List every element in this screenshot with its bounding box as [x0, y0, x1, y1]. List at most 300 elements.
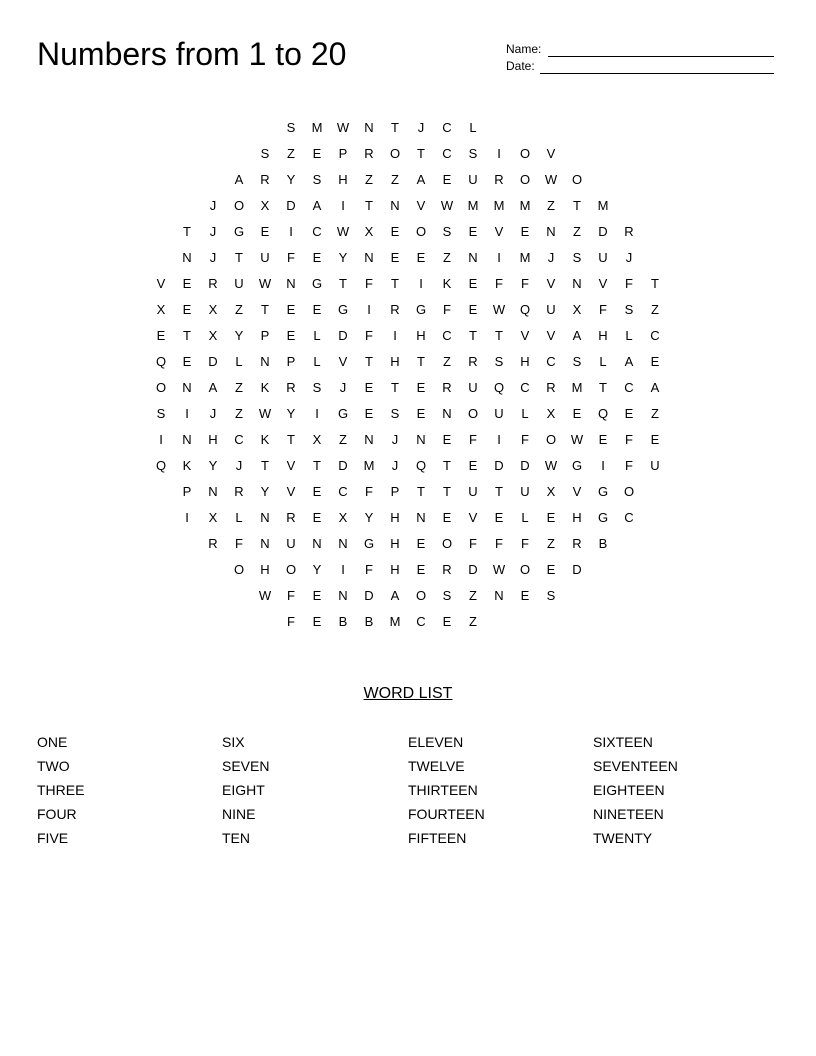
grid-letter: T: [495, 328, 503, 343]
grid-letter: I: [367, 302, 371, 317]
grid-letter: E: [364, 380, 374, 395]
grid-letter: H: [208, 432, 218, 447]
grid-letter: N: [182, 432, 192, 447]
grid-letter: I: [497, 146, 501, 161]
grid-letter: E: [390, 224, 400, 239]
grid-letter: E: [598, 432, 608, 447]
grid-letter: Z: [235, 406, 243, 421]
grid-letter: E: [416, 380, 426, 395]
grid-letter: E: [364, 406, 374, 421]
grid-letter: H: [416, 328, 426, 343]
grid-letter: E: [312, 302, 322, 317]
grid-letter: F: [365, 328, 373, 343]
grid-letter: V: [572, 484, 582, 499]
grid-letter: Q: [519, 302, 531, 317]
grid-letter: E: [546, 562, 556, 577]
grid-letter: N: [260, 354, 270, 369]
word-list-item: NINETEEN: [593, 806, 664, 822]
grid-letter: U: [234, 276, 244, 291]
grid-letter: I: [185, 510, 189, 525]
grid-letter: I: [497, 432, 501, 447]
word-list-item: SIX: [222, 734, 245, 750]
grid-letter: E: [442, 510, 452, 525]
grid-letter: L: [625, 328, 633, 343]
grid-letter: S: [260, 146, 270, 161]
grid-letter: A: [312, 198, 322, 213]
grid-letter: E: [494, 510, 504, 525]
grid-letter: X: [338, 510, 348, 525]
grid-letter: X: [546, 484, 556, 499]
grid-letter: U: [494, 406, 504, 421]
grid-letter: U: [260, 250, 270, 265]
grid-letter: X: [208, 510, 218, 525]
grid-letter: N: [182, 250, 192, 265]
word-list-item: TEN: [222, 830, 250, 846]
grid-letter: F: [443, 302, 451, 317]
word-list-column: [37, 730, 84, 850]
grid-letter: T: [235, 250, 243, 265]
grid-letter: E: [416, 562, 426, 577]
grid-letter: S: [624, 302, 634, 317]
grid-letter: F: [287, 588, 295, 603]
grid-letter: Q: [155, 458, 167, 473]
word-list-item: SEVENTEEN: [593, 758, 678, 774]
grid-letter: G: [415, 302, 427, 317]
grid-letter: T: [183, 328, 191, 343]
grid-letter: W: [258, 406, 272, 421]
grid-letter: S: [156, 406, 166, 421]
grid-letter: A: [572, 328, 582, 343]
grid-letter: T: [417, 484, 425, 499]
grid-letter: E: [416, 536, 426, 551]
grid-letter: F: [287, 250, 295, 265]
grid-letter: Z: [469, 614, 477, 629]
grid-letter: V: [520, 328, 530, 343]
grid-letter: P: [182, 484, 192, 499]
grid-letter: I: [315, 406, 319, 421]
grid-letter: B: [364, 614, 374, 629]
grid-letter: N: [260, 510, 270, 525]
grid-letter: O: [571, 172, 583, 187]
grid-letter: F: [365, 484, 373, 499]
grid-letter: P: [260, 328, 270, 343]
grid-letter: J: [391, 432, 399, 447]
grid-letter: W: [336, 120, 350, 135]
grid-letter: L: [235, 510, 243, 525]
grid-letter: E: [468, 276, 478, 291]
grid-letter: C: [650, 328, 660, 343]
grid-letter: T: [443, 484, 451, 499]
word-list-column: [593, 730, 678, 850]
grid-letter: U: [468, 484, 478, 499]
grid-letter: T: [573, 198, 581, 213]
grid-letter: E: [286, 328, 296, 343]
grid-letter: V: [494, 224, 504, 239]
grid-letter: O: [519, 146, 531, 161]
grid-letter: T: [391, 120, 399, 135]
grid-letter: H: [390, 536, 400, 551]
grid-letter: J: [339, 380, 347, 395]
grid-letter: H: [572, 510, 582, 525]
grid-letter: J: [625, 250, 633, 265]
grid-letter: F: [365, 276, 373, 291]
word-list-item: EIGHT: [222, 782, 265, 798]
grid-letter: O: [623, 484, 635, 499]
grid-letter: W: [440, 198, 454, 213]
grid-letter: J: [547, 250, 555, 265]
grid-letter: Y: [260, 484, 270, 499]
grid-letter: G: [337, 406, 349, 421]
grid-letter: X: [260, 198, 270, 213]
grid-letter: R: [260, 172, 270, 187]
grid-letter: O: [415, 224, 427, 239]
grid-letter: M: [389, 614, 401, 629]
grid-letter: G: [311, 276, 323, 291]
grid-letter: L: [521, 406, 529, 421]
grid-letter: E: [182, 276, 192, 291]
grid-letter: H: [338, 172, 348, 187]
word-list-item: EIGHTEEN: [593, 782, 665, 798]
grid-letter: M: [493, 198, 505, 213]
grid-letter: I: [393, 328, 397, 343]
grid-letter: J: [209, 198, 217, 213]
grid-letter: N: [442, 406, 452, 421]
grid-letter: Z: [573, 224, 581, 239]
grid-letter: D: [286, 198, 296, 213]
grid-letter: C: [624, 380, 634, 395]
grid-letter: E: [286, 302, 296, 317]
word-list-item: ELEVEN: [408, 734, 464, 750]
grid-letter: X: [156, 302, 166, 317]
grid-letter: Y: [234, 328, 244, 343]
grid-letter: N: [364, 120, 374, 135]
grid-letter: N: [390, 198, 400, 213]
grid-letter: F: [235, 536, 243, 551]
grid-letter: U: [468, 380, 478, 395]
grid-letter: L: [521, 510, 529, 525]
grid-letter: R: [546, 380, 556, 395]
grid-letter: N: [286, 276, 296, 291]
grid-letter: Q: [597, 406, 609, 421]
grid-letter: O: [519, 562, 531, 577]
grid-letter: I: [601, 458, 605, 473]
grid-letter: D: [598, 224, 608, 239]
grid-letter: W: [336, 224, 350, 239]
grid-letter: H: [598, 328, 608, 343]
word-list-item: FOURTEEN: [408, 806, 485, 822]
grid-letter: Z: [339, 432, 347, 447]
grid-letter: W: [258, 276, 272, 291]
grid-letter: Z: [235, 380, 243, 395]
grid-letter: T: [391, 380, 399, 395]
grid-letter: R: [572, 536, 582, 551]
word-list-item: FOUR: [37, 806, 77, 822]
grid-letter: S: [442, 224, 452, 239]
grid-letter: N: [312, 536, 322, 551]
grid-letter: E: [442, 172, 452, 187]
grid-letter: S: [390, 406, 400, 421]
grid-letter: F: [521, 276, 529, 291]
grid-letter: Z: [547, 536, 555, 551]
grid-letter: F: [495, 276, 503, 291]
grid-letter: V: [468, 510, 478, 525]
grid-letter: F: [469, 432, 477, 447]
grid-letter: I: [289, 224, 293, 239]
grid-letter: T: [339, 276, 347, 291]
grid-letter: X: [208, 302, 218, 317]
grid-letter: V: [598, 276, 608, 291]
grid-letter: X: [364, 224, 374, 239]
grid-letter: E: [260, 224, 270, 239]
grid-letter: C: [416, 614, 426, 629]
grid-letter: A: [208, 380, 218, 395]
grid-letter: V: [338, 354, 348, 369]
grid-letter: S: [494, 354, 504, 369]
grid-letter: C: [312, 224, 322, 239]
grid-letter: Z: [651, 302, 659, 317]
grid-letter: O: [519, 172, 531, 187]
grid-letter: Y: [364, 510, 374, 525]
grid-letter: M: [467, 198, 479, 213]
grid-letter: R: [390, 302, 400, 317]
grid-letter: V: [546, 276, 556, 291]
word-list-item: SEVEN: [222, 758, 270, 774]
grid-letter: R: [442, 380, 452, 395]
grid-letter: H: [390, 354, 400, 369]
grid-letter: E: [156, 328, 166, 343]
grid-letter: Q: [415, 458, 427, 473]
grid-letter: F: [469, 536, 477, 551]
grid-letter: T: [417, 146, 425, 161]
grid-letter: I: [341, 198, 345, 213]
grid-letter: S: [312, 380, 322, 395]
grid-letter: T: [651, 276, 659, 291]
grid-letter: F: [625, 432, 633, 447]
word-list-item: FIFTEEN: [408, 830, 467, 846]
grid-letter: F: [599, 302, 607, 317]
grid-letter: N: [182, 380, 192, 395]
grid-letter: N: [208, 484, 218, 499]
grid-letter: Z: [443, 354, 451, 369]
grid-letter: E: [182, 354, 192, 369]
grid-letter: U: [598, 250, 608, 265]
date-label: Date:: [506, 59, 535, 73]
grid-letter: U: [468, 172, 478, 187]
grid-letter: S: [286, 120, 296, 135]
grid-letter: Z: [547, 198, 555, 213]
grid-letter: T: [365, 354, 373, 369]
grid-letter: T: [599, 380, 607, 395]
word-list-item: TWO: [37, 758, 70, 774]
grid-letter: S: [442, 588, 452, 603]
grid-letter: O: [441, 536, 453, 551]
grid-letter: M: [597, 198, 609, 213]
page-title: Numbers from 1 to 20: [37, 36, 347, 72]
grid-letter: Y: [286, 406, 296, 421]
grid-letter: E: [520, 224, 530, 239]
grid-letter: V: [546, 146, 556, 161]
grid-letter: O: [155, 380, 167, 395]
grid-letter: F: [521, 432, 529, 447]
grid-letter: N: [338, 588, 348, 603]
grid-letter: O: [467, 406, 479, 421]
grid-letter: T: [391, 276, 399, 291]
grid-letter: N: [416, 432, 426, 447]
grid-letter: A: [650, 380, 660, 395]
grid-letter: T: [261, 302, 269, 317]
grid-letter: Z: [651, 406, 659, 421]
grid-letter: F: [625, 276, 633, 291]
grid-letter: Y: [338, 250, 348, 265]
grid-letter: S: [572, 354, 582, 369]
grid-letter: T: [183, 224, 191, 239]
grid-letter: D: [338, 328, 348, 343]
grid-letter: D: [494, 458, 504, 473]
grid-letter: R: [234, 484, 244, 499]
word-list-item: FIVE: [37, 830, 69, 846]
grid-letter: E: [416, 250, 426, 265]
grid-letter: H: [390, 510, 400, 525]
grid-letter: J: [391, 458, 399, 473]
grid-letter: G: [597, 510, 609, 525]
grid-letter: P: [390, 484, 400, 499]
grid-letter: S: [312, 172, 322, 187]
grid-letter: U: [546, 302, 556, 317]
grid-letter: C: [624, 510, 634, 525]
grid-letter: E: [312, 510, 322, 525]
grid-letter: L: [313, 354, 321, 369]
grid-letter: N: [260, 536, 270, 551]
grid-letter: T: [287, 432, 295, 447]
grid-letter: O: [415, 588, 427, 603]
grid-letter: N: [364, 250, 374, 265]
grid-letter: F: [287, 614, 295, 629]
grid-letter: D: [468, 562, 478, 577]
grid-letter: F: [365, 562, 373, 577]
grid-letter: N: [468, 250, 478, 265]
grid-letter: R: [624, 224, 634, 239]
grid-letter: L: [599, 354, 607, 369]
grid-letter: L: [313, 328, 321, 343]
word-list-item: TWELVE: [408, 758, 465, 774]
grid-letter: D: [364, 588, 374, 603]
word-list-item: ONE: [37, 734, 68, 750]
grid-letter: C: [546, 354, 556, 369]
grid-letter: H: [390, 562, 400, 577]
grid-letter: E: [312, 614, 322, 629]
grid-letter: E: [442, 614, 452, 629]
grid-letter: G: [363, 536, 375, 551]
grid-letter: X: [546, 406, 556, 421]
word-list-item: THIRTEEN: [408, 782, 478, 798]
grid-letter: A: [234, 172, 244, 187]
grid-letter: L: [235, 354, 243, 369]
grid-letter: E: [416, 406, 426, 421]
grid-letter: C: [442, 146, 452, 161]
grid-letter: O: [233, 562, 245, 577]
grid-letter: Y: [286, 172, 296, 187]
grid-letter: E: [390, 250, 400, 265]
grid-letter: E: [468, 224, 478, 239]
grid-letter: R: [286, 380, 296, 395]
grid-letter: O: [233, 198, 245, 213]
grid-letter: N: [364, 432, 374, 447]
grid-letter: W: [258, 588, 272, 603]
grid-letter: O: [545, 432, 557, 447]
grid-letter: K: [442, 276, 452, 291]
grid-letter: S: [546, 588, 556, 603]
grid-letter: W: [492, 302, 506, 317]
word-list-title: WORD LIST: [363, 685, 453, 702]
word-list-item: TWENTY: [593, 830, 653, 846]
grid-letter: F: [495, 536, 503, 551]
grid-letter: G: [233, 224, 245, 239]
grid-letter: A: [390, 588, 400, 603]
grid-letter: I: [159, 432, 163, 447]
grid-letter: T: [495, 484, 503, 499]
grid-letter: Z: [235, 302, 243, 317]
grid-letter: T: [313, 458, 321, 473]
grid-letter: Q: [493, 380, 505, 395]
name-label: Name:: [506, 42, 542, 56]
grid-letter: T: [469, 328, 477, 343]
grid-letter: R: [286, 510, 296, 525]
grid-letter: U: [520, 484, 530, 499]
grid-letter: Z: [391, 172, 399, 187]
grid-letter: U: [650, 458, 660, 473]
grid-letter: L: [469, 120, 477, 135]
grid-letter: U: [286, 536, 296, 551]
grid-letter: J: [417, 120, 425, 135]
grid-letter: M: [519, 198, 531, 213]
grid-letter: S: [572, 250, 582, 265]
grid-letter: R: [494, 172, 504, 187]
grid-letter: T: [261, 458, 269, 473]
grid-letter: D: [338, 458, 348, 473]
grid-letter: E: [572, 406, 582, 421]
grid-letter: E: [546, 510, 556, 525]
grid-letter: M: [519, 250, 531, 265]
grid-letter: R: [208, 536, 218, 551]
grid-letter: W: [544, 172, 558, 187]
grid-letter: T: [443, 458, 451, 473]
grid-letter: P: [338, 146, 348, 161]
grid-letter: G: [337, 302, 349, 317]
grid-letter: B: [598, 536, 608, 551]
word-list-item: THREE: [37, 782, 85, 798]
grid-letter: W: [492, 562, 506, 577]
grid-letter: V: [286, 484, 296, 499]
grid-letter: E: [624, 406, 634, 421]
grid-letter: E: [312, 484, 322, 499]
grid-letter: F: [521, 536, 529, 551]
grid-letter: R: [468, 354, 478, 369]
grid-letter: I: [341, 562, 345, 577]
grid-letter: I: [497, 250, 501, 265]
grid-letter: C: [442, 120, 452, 135]
grid-letter: Q: [155, 354, 167, 369]
grid-letter: V: [416, 198, 426, 213]
grid-letter: O: [389, 146, 401, 161]
grid-letter: K: [260, 432, 270, 447]
grid-letter: B: [338, 614, 348, 629]
grid-letter: P: [286, 354, 296, 369]
grid-letter: I: [185, 406, 189, 421]
grid-letter: K: [260, 380, 270, 395]
grid-letter: A: [624, 354, 634, 369]
grid-letter: R: [442, 562, 452, 577]
grid-letter: V: [156, 276, 166, 291]
